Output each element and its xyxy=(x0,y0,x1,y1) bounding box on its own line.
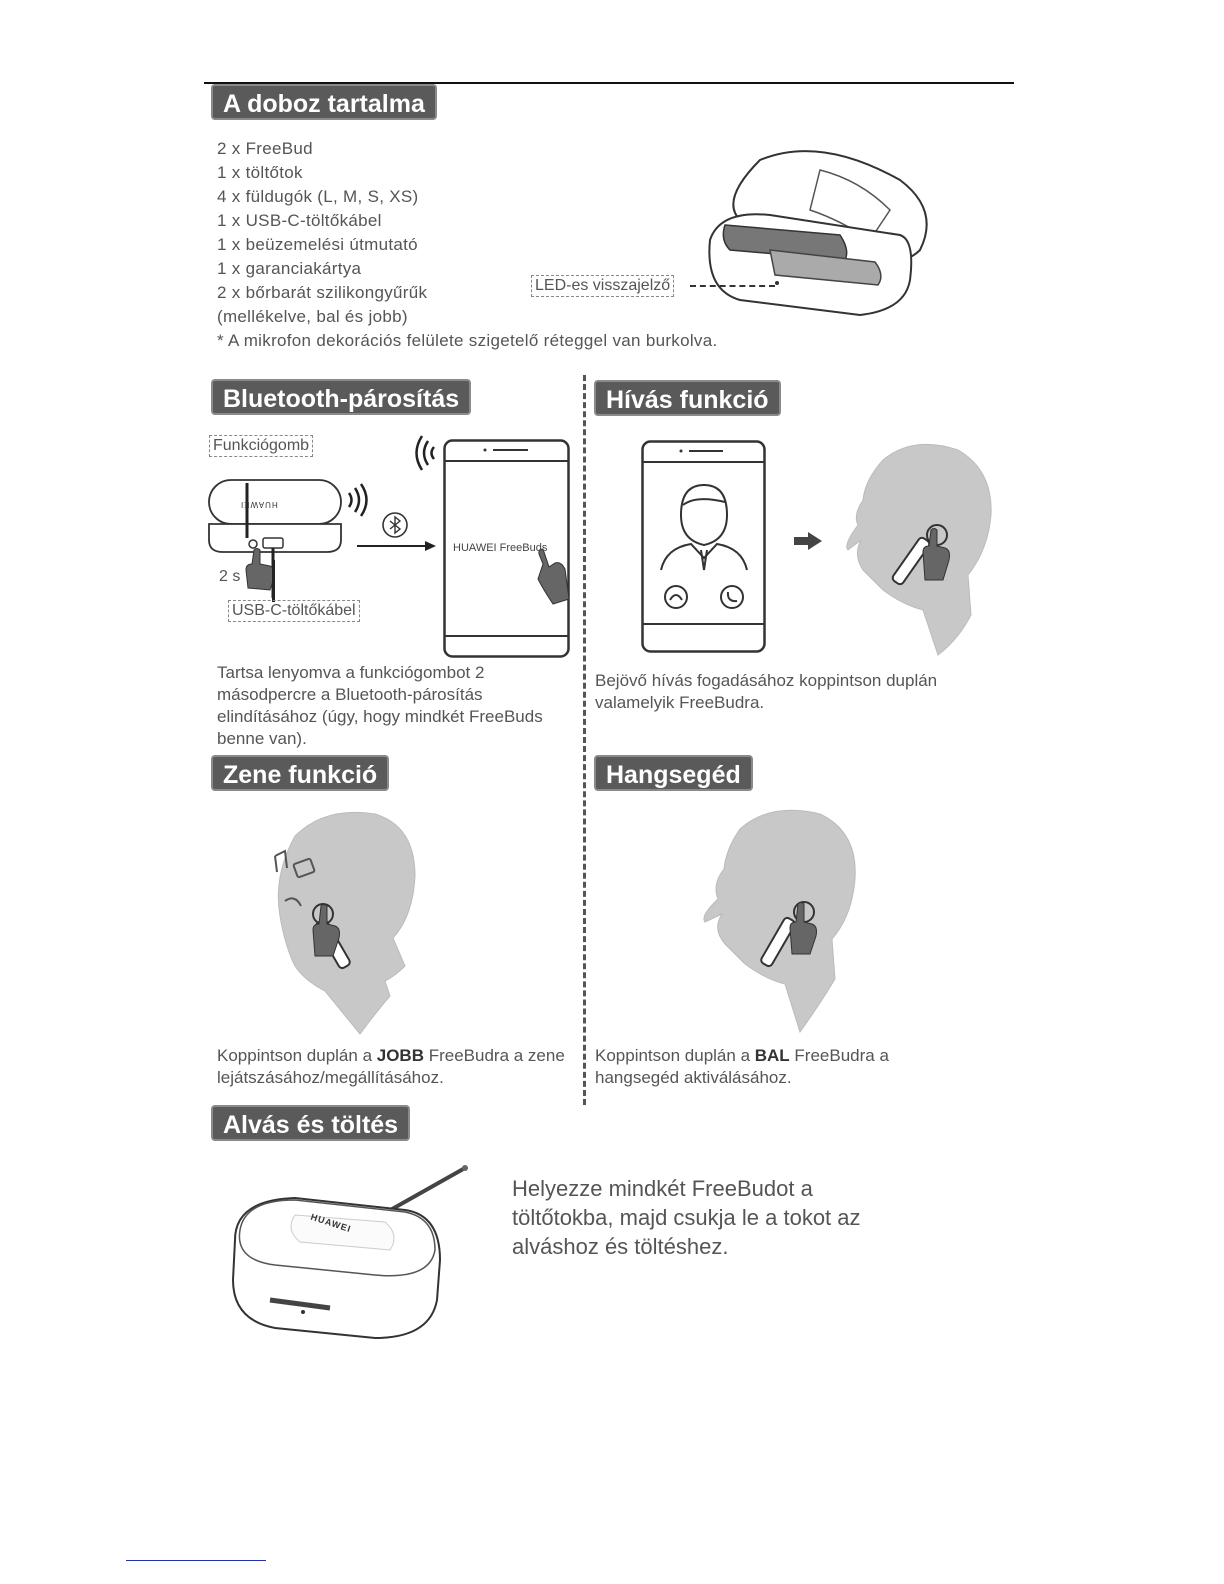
wireless-signal-icon xyxy=(345,483,369,517)
case-brand-text: HUAWEI xyxy=(240,500,278,509)
head-profile-music xyxy=(265,806,425,1034)
bluetooth-icon xyxy=(381,511,409,539)
assistant-description: Koppintson duplán a BAL FreeBudra a hangsegéd aktiválásához. xyxy=(595,1046,889,1087)
smartphone-incoming-call xyxy=(641,440,767,654)
column-divider xyxy=(583,375,586,1105)
usb-leader-line xyxy=(272,560,275,602)
charging-case-side-icon xyxy=(207,478,347,558)
head-profile-call xyxy=(843,440,993,655)
list-item: 1 x beüzemelési útmutató xyxy=(217,235,418,254)
sleep-heading: Alvás és töltés xyxy=(211,1105,410,1141)
wireless-signal-icon-phone xyxy=(416,435,438,471)
list-item: 2 x bőrbarát szilikongyűrűk xyxy=(217,283,428,302)
list-item: 1 x töltőtok xyxy=(217,163,303,182)
closed-case-illustration xyxy=(225,1160,475,1345)
assistant-heading: Hangsegéd xyxy=(594,755,753,791)
bluetooth-heading: Bluetooth-párosítás xyxy=(211,379,471,415)
function-button-label: Funkciógomb xyxy=(209,435,313,457)
sleep-description: Helyezze mindkét FreeBudot a töltőtokba, majd csukja le a tokot az alváshoz és töltéshez. xyxy=(512,1176,861,1259)
box-contents-heading: A doboz tartalma xyxy=(211,84,437,120)
phone-device-name: HUAWEI FreeBuds xyxy=(453,542,548,554)
call-description: Bejövő hívás fogadásához koppintson duplán valamelyik FreeBudra. xyxy=(595,671,938,712)
closed-case-brand: HUAWEI xyxy=(309,1211,353,1235)
open-case-illustration xyxy=(700,140,940,340)
call-heading: Hívás funkció xyxy=(594,380,781,416)
bluetooth-description: Tartsa lenyomva a funkciógombot 2 másodpercre a Bluetooth-párosítás elindításához (úgy, hogy mindkét FreeBuds benne van). xyxy=(217,663,543,748)
music-heading: Zene funkció xyxy=(211,755,389,791)
list-item: 1 x garanciakártya xyxy=(217,259,362,278)
duration-label: 2 s xyxy=(219,568,241,585)
list-item: (mellékelve, bal és jobb) xyxy=(217,307,408,326)
list-item: 2 x FreeBud xyxy=(217,139,313,158)
arrow-right-icon xyxy=(357,540,437,552)
footer-line xyxy=(126,1560,266,1561)
usb-cable-label: USB-C-töltőkábel xyxy=(228,600,360,622)
led-label: LED-es visszajelző xyxy=(531,275,674,297)
music-description: Koppintson duplán a JOBB FreeBudra a zene lejátszásához/megállításához. xyxy=(217,1046,565,1087)
list-item: 1 x USB-C-töltőkábel xyxy=(217,211,382,230)
head-profile-assistant xyxy=(700,804,860,1032)
arrow-right-icon-call xyxy=(794,532,822,550)
box-contents-list xyxy=(217,137,718,353)
list-item: 4 x füldugók (L, M, S, XS) xyxy=(217,187,419,206)
microphone-note: * A mikrofon dekorációs felülete szigetelő réteggel van burkolva. xyxy=(217,331,718,350)
led-leader-line xyxy=(690,285,775,287)
